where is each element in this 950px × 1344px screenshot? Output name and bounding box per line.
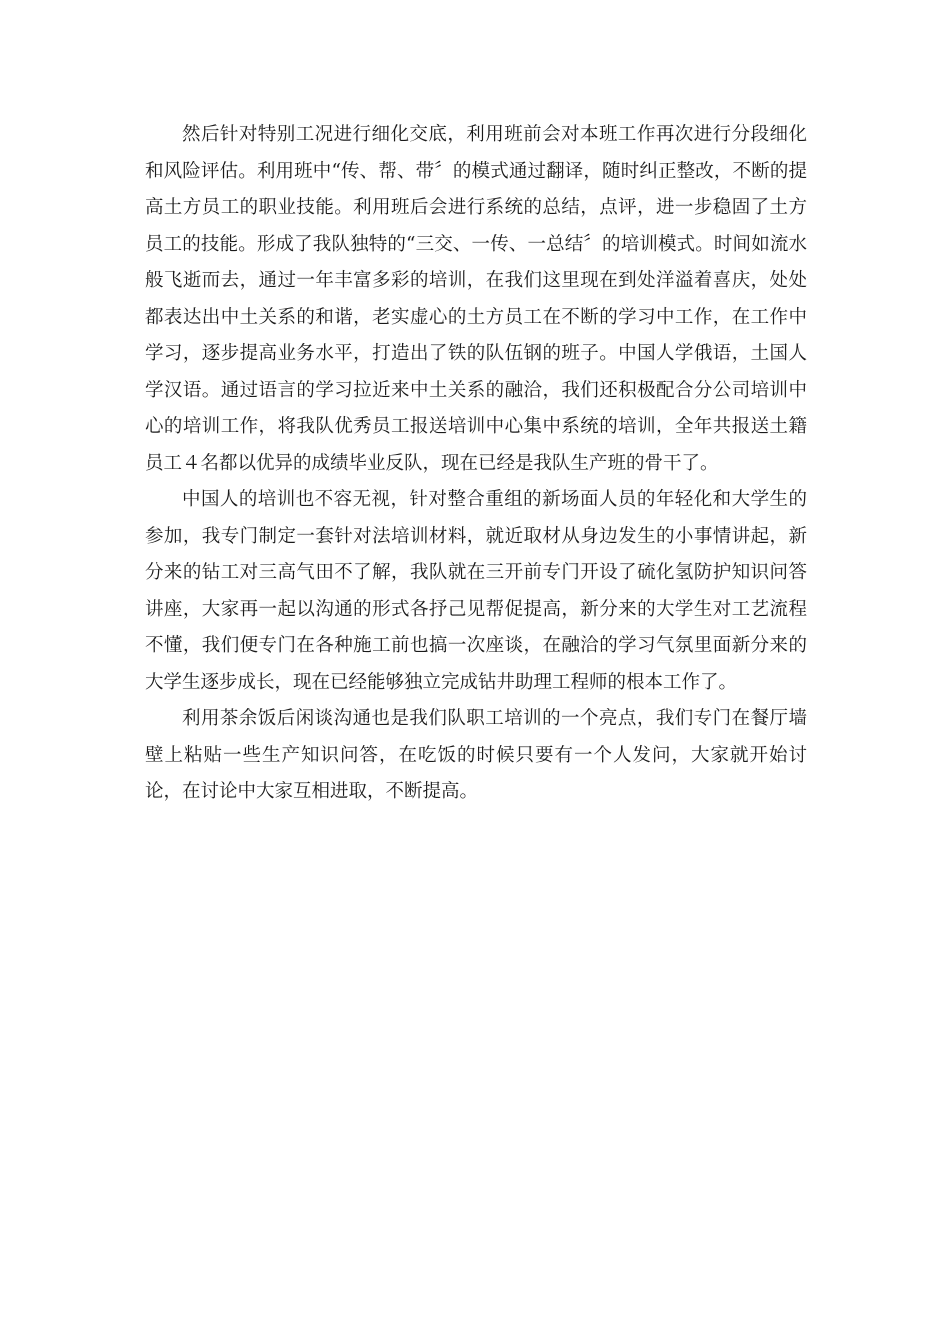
- paragraph-2: 中国人的培训也不容无视，针对整合重组的新场面人员的年轻化和大学生的参加，我专门制定一套针对法培训材料，就近取材从身边发生的小事情讲起，新分来的钻工对三高气田不了解，我队就在三开前专门开设了硫化氢防护知识问答讲座，大家再一起以沟通的形式各抒己见帮促提高，新分来的大学生对工艺流程不懂，我们便专门在各种施工前也搞一次座谈，在融洽的学习气氛里面新分来的大学生逐步成长，现在已经能够独立完成钻井助理工程师的根本工作了。: [145, 489, 807, 693]
- paragraph-3: 利用茶余饭后闲谈沟通也是我们队职工培训的一个亮点，我们专门在餐厅墙壁上粘贴一些生产知识问答，在吃饭的时候只要有一个人发问，大家就开始讨论，在讨论中大家互相进取，不断提高。: [145, 708, 807, 802]
- document-body: [145, 117, 807, 811]
- paragraph-1: 然后针对特别工况进行细化交底，利用班前会对本班工作再次进行分段细化和风险评估。利用班中“传、帮、带〞的模式通过翻译，随时纠正整改，不断的提高土方员工的职业技能。利用班后会进行系统的总结，点评，进一步稳固了土方员工的技能。形成了我队独特的“三交、一传、一总结〞的培训模式。时间如流水般飞逝而去，通过一年丰富多彩的培训，在我们这里现在到处洋溢着喜庆，处处都表达出中土关系的和谐，老实虚心的土方员工在不断的学习中工作，在工作中学习，逐步提高业务水平，打造出了铁的队伍钢的班子。中国人学俄语，土国人学汉语。通过语言的学习拉近来中土关系的融洽，我们还积极配合分公司培训中心的培训工作，将我队优秀员工报送培训中心集中系统的培训，全年共报送土籍员工４名都以优异的成绩毕业反队，现在已经是我队生产班的骨干了。: [145, 124, 807, 474]
